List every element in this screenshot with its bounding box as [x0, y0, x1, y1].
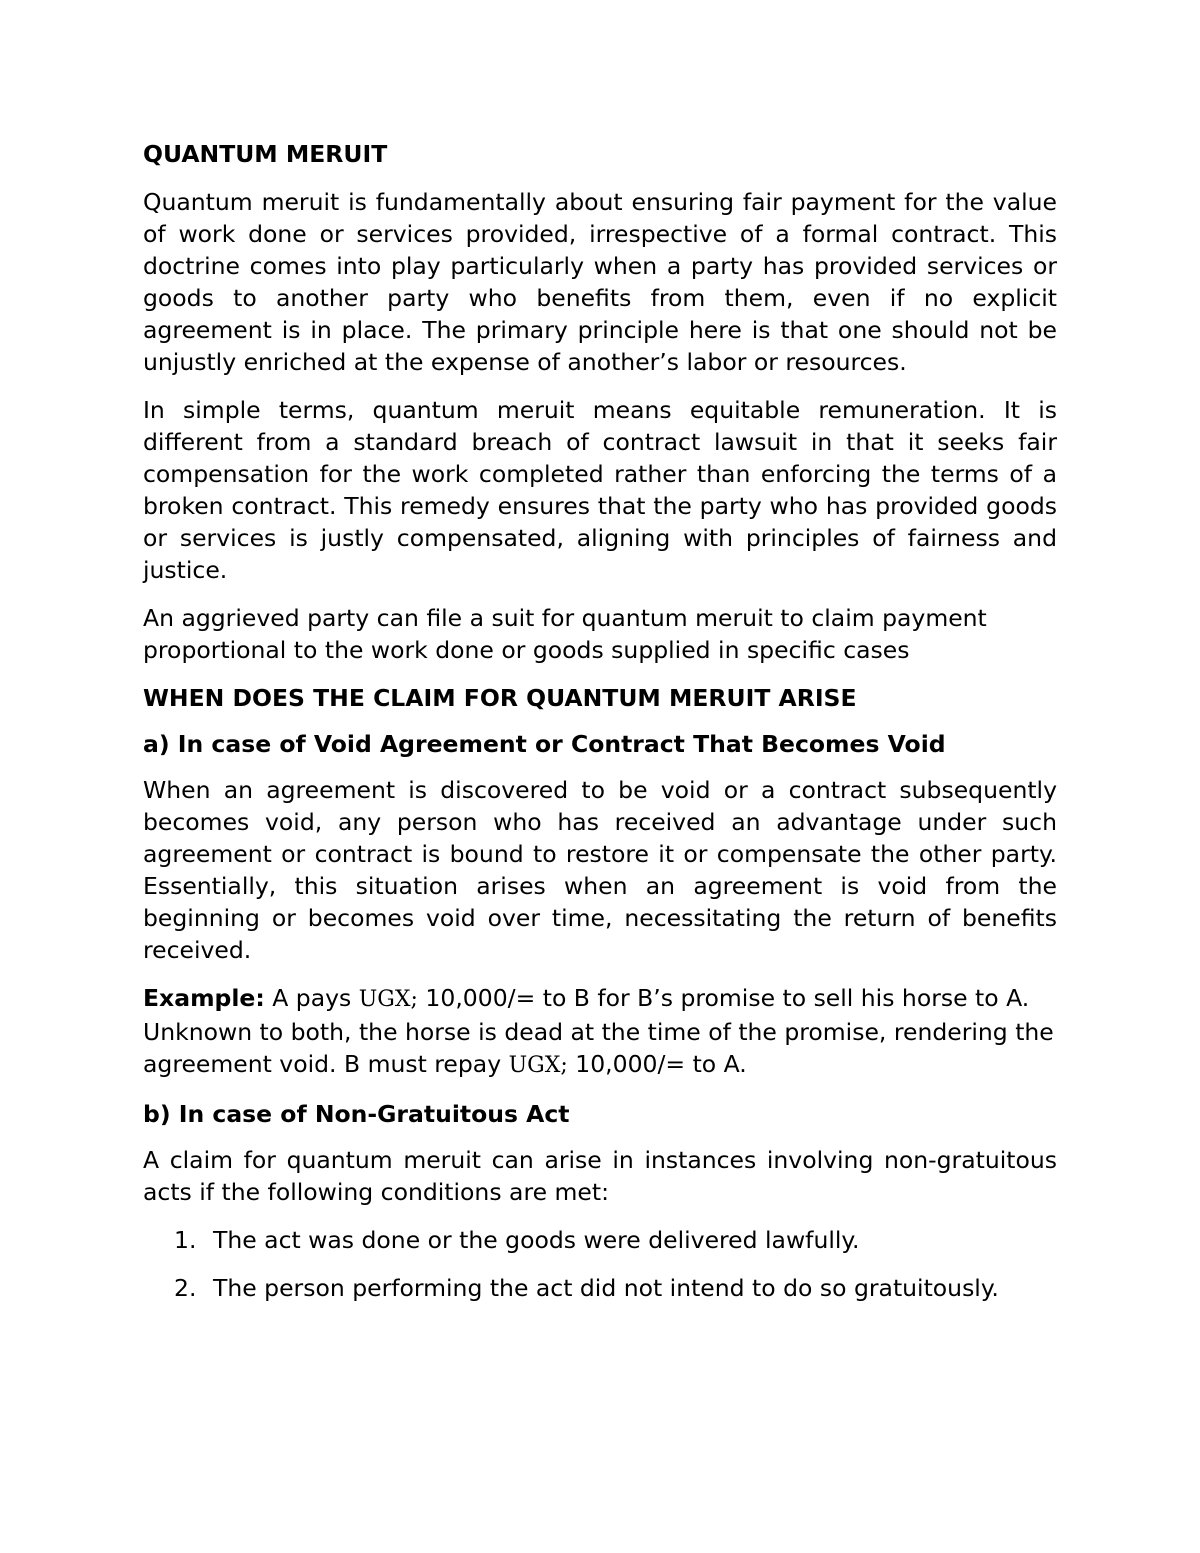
example-text-1: A pays [264, 984, 359, 1012]
intro-paragraph-1: Quantum meruit is fundamentally about ensuring fair payment for the value of work done or services provided, irrespective of a formal contract. This doctrine comes into play particularly when a party has provided services or goods to another party who benefits from them, even if no explicit agreement is in place. The primary principle here is that one should not be unjustly enriched at the expense of another’s labor or resources. [143, 188, 1057, 376]
case-a-example [143, 982, 1057, 1082]
case-b-body: A claim for quantum meruit can arise in instances involving non-gratuitous acts if the following conditions are met: [143, 1146, 1057, 1206]
list-item-text: The person performing the act did not intend to do so gratuitously. [213, 1274, 999, 1302]
case-b-heading: b) In case of Non-Gratuitous Act [143, 1100, 570, 1128]
document-page [143, 138, 1057, 1320]
section-heading: WHEN DOES THE CLAIM FOR QUANTUM MERUIT ARISE [143, 684, 857, 712]
intro-paragraph-3: An aggrieved party can file a suit for quantum meruit to claim payment proportional to the work done or goods supplied in specific cases [143, 604, 987, 664]
example-text-2: 10,000/= to B for B’s promise to sell his horse to A. Unknown to both, the horse is dead at the time of the promise, rendering the agreement void. B must repay [143, 984, 1054, 1078]
example-text-3: 10,000/= to A. [567, 1050, 747, 1078]
currency-code: UGX; [358, 987, 418, 1012]
case-a-heading: a) In case of Void Agreement or Contract That Becomes Void [143, 730, 946, 758]
conditions-list [143, 1224, 1057, 1304]
currency-code-repeat: UGX; [508, 1053, 568, 1078]
list-number: 2. [174, 1274, 197, 1302]
case-a-body: When an agreement is discovered to be void or a contract subsequently becomes void, any person who has received an advantage under such agreement or contract is bound to restore it or compensate the other party. Essentially, this situation arises when an agreement is void from the beginning or becomes void over time, necessitating the return of benefits received. [143, 776, 1057, 964]
document-title: QUANTUM MERUIT [143, 140, 388, 168]
list-item [143, 1224, 1057, 1256]
example-label: Example: [143, 984, 265, 1012]
intro-paragraph-2: In simple terms, quantum meruit means equitable remuneration. It is different from a standard breach of contract lawsuit in that it seeks fair compensation for the work completed rather than enforcing the terms of a broken contract. This remedy ensures that the party who has provided goods or services is justly compensated, aligning with principles of fairness and justice. [143, 396, 1057, 584]
list-item [143, 1272, 1057, 1304]
list-number: 1. [174, 1226, 197, 1254]
list-item-text: The act was done or the goods were delivered lawfully. [213, 1226, 860, 1254]
